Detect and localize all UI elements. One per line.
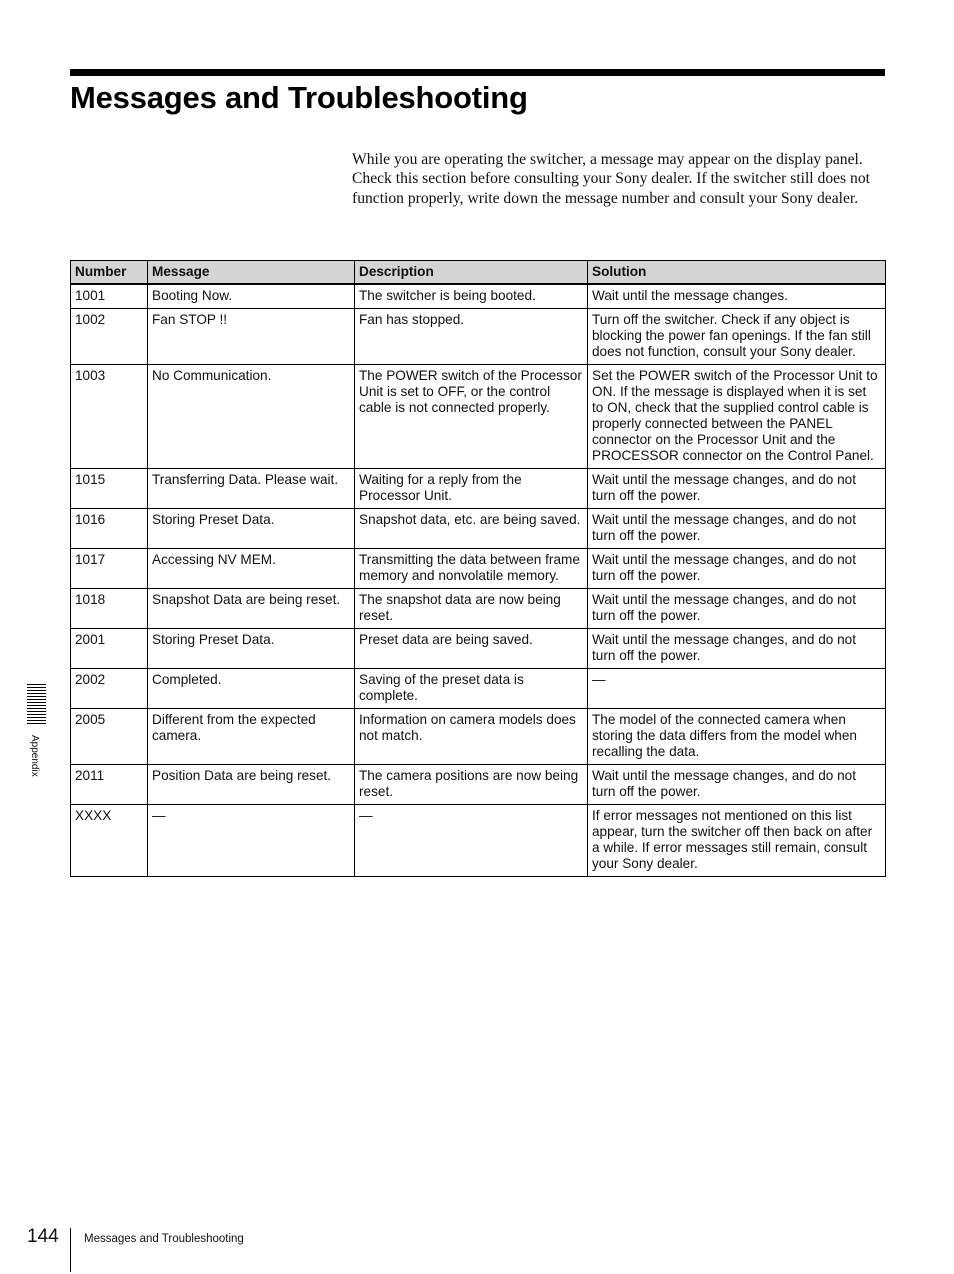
page-title: Messages and Troubleshooting [70, 80, 528, 115]
cell-message: Storing Preset Data. [148, 509, 355, 549]
cell-description: Information on camera models does not match. [355, 709, 588, 765]
header-number: Number [71, 261, 148, 285]
cell-message: Completed. [148, 669, 355, 709]
cell-number: XXXX [71, 805, 148, 877]
section-side-label: Appendix [29, 735, 40, 777]
cell-message: Transferring Data. Please wait. [148, 469, 355, 509]
cell-number: 2002 [71, 669, 148, 709]
footer-divider [70, 1228, 71, 1272]
section-tab-marker [27, 684, 46, 724]
cell-description: Preset data are being saved. [355, 629, 588, 669]
cell-description: Fan has stopped. [355, 309, 588, 365]
cell-message: Booting Now. [148, 284, 355, 309]
cell-number: 2011 [71, 765, 148, 805]
cell-description: The POWER switch of the Processor Unit is set to OFF, or the control cable is not connected properly. [355, 365, 588, 469]
cell-description: Saving of the preset data is complete. [355, 669, 588, 709]
cell-solution: Wait until the message changes, and do not turn off the power. [588, 549, 886, 589]
cell-solution: Turn off the switcher. Check if any object is blocking the power fan openings. If the fan still does not function, consult your Sony dealer. [588, 309, 886, 365]
table-row [71, 309, 886, 365]
intro-text [352, 150, 884, 208]
table-row [71, 669, 886, 709]
page-number: 144 [27, 1226, 59, 1247]
cell-number: 1001 [71, 284, 148, 309]
cell-number: 2001 [71, 629, 148, 669]
cell-number: 1015 [71, 469, 148, 509]
cell-description: Snapshot data, etc. are being saved. [355, 509, 588, 549]
cell-message: Accessing NV MEM. [148, 549, 355, 589]
cell-message: — [148, 805, 355, 877]
table-row [71, 365, 886, 469]
footer-title: Messages and Troubleshooting [84, 1233, 244, 1245]
cell-message: No Communication. [148, 365, 355, 469]
cell-message: Snapshot Data are being reset. [148, 589, 355, 629]
cell-solution: If error messages not mentioned on this list appear, turn the switcher off then back on after a while. If error messages still remain, consult your Sony dealer. [588, 805, 886, 877]
cell-number: 1017 [71, 549, 148, 589]
table-row [71, 629, 886, 669]
header-message: Message [148, 261, 355, 285]
cell-description: Transmitting the data between frame memory and nonvolatile memory. [355, 549, 588, 589]
cell-solution: Wait until the message changes, and do not turn off the power. [588, 629, 886, 669]
cell-solution: — [588, 669, 886, 709]
intro-paragraph: Check this section before consulting your Sony dealer. If the switcher still does not function properly, write down the message number and consult your Sony dealer. [352, 170, 870, 207]
cell-message: Different from the expected camera. [148, 709, 355, 765]
cell-solution: Wait until the message changes. [588, 284, 886, 309]
table-body [71, 284, 886, 877]
table-row [71, 709, 886, 765]
cell-solution: Wait until the message changes, and do not turn off the power. [588, 469, 886, 509]
table-row [71, 509, 886, 549]
cell-number: 1003 [71, 365, 148, 469]
cell-solution: The model of the connected camera when storing the data differs from the model when recalling the data. [588, 709, 886, 765]
cell-description: The camera positions are now being reset. [355, 765, 588, 805]
cell-description: — [355, 805, 588, 877]
table-row [71, 765, 886, 805]
cell-description: The snapshot data are now being reset. [355, 589, 588, 629]
table-header-row [71, 261, 886, 285]
cell-number: 2005 [71, 709, 148, 765]
header-solution: Solution [588, 261, 886, 285]
cell-solution: Wait until the message changes, and do not turn off the power. [588, 765, 886, 805]
header-description: Description [355, 261, 588, 285]
cell-message: Position Data are being reset. [148, 765, 355, 805]
table-row [71, 589, 886, 629]
table-row [71, 805, 886, 877]
cell-description: Waiting for a reply from the Processor Unit. [355, 469, 588, 509]
intro-paragraph: While you are operating the switcher, a message may appear on the display panel. [352, 151, 863, 168]
table-row [71, 549, 886, 589]
cell-solution: Wait until the message changes, and do not turn off the power. [588, 589, 886, 629]
cell-description: The switcher is being booted. [355, 284, 588, 309]
cell-solution: Wait until the message changes, and do not turn off the power. [588, 509, 886, 549]
cell-number: 1018 [71, 589, 148, 629]
table-row [71, 469, 886, 509]
cell-solution: Set the POWER switch of the Processor Unit to ON. If the message is displayed when it is set to ON, check that the supplied control cable is properly connected between the PANEL connector on the Processor Unit and the PROCESSOR connector on the Control Panel. [588, 365, 886, 469]
cell-message: Storing Preset Data. [148, 629, 355, 669]
cell-number: 1002 [71, 309, 148, 365]
messages-table [70, 260, 886, 877]
cell-number: 1016 [71, 509, 148, 549]
cell-message: Fan STOP !! [148, 309, 355, 365]
title-rule [70, 69, 885, 76]
table-row [71, 284, 886, 309]
